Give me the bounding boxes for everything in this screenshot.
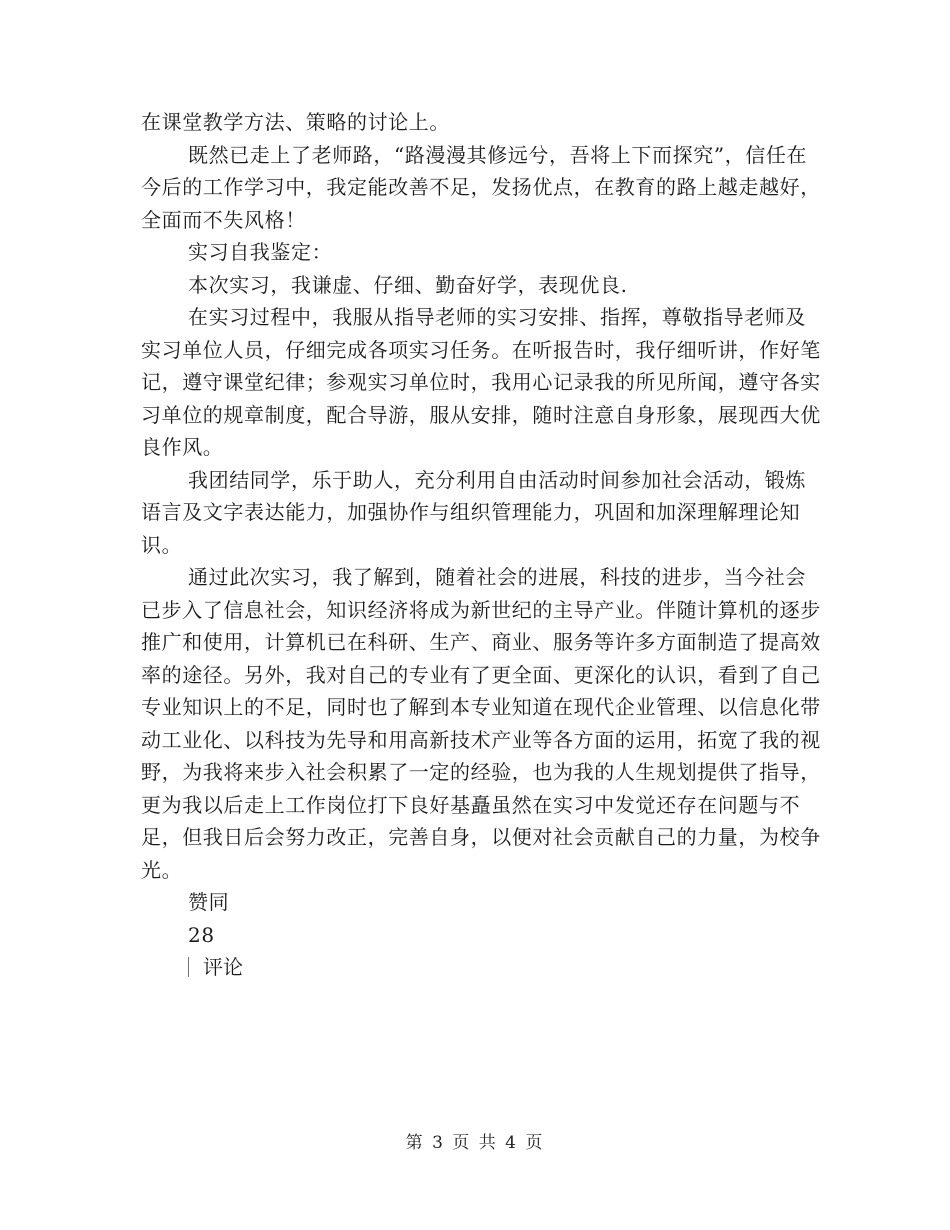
document-body — [141, 106, 821, 984]
paragraph-4: 本次实习，我谦虚、仔细、勤奋好学，表现优良. — [188, 272, 628, 297]
page-footer: 第 3 页 共 4 页 — [405, 1133, 545, 1153]
paragraph-7: 通过此次实习，我了解到，随着社会的进展，科技的进步，当今社会已步入了信息社会，知识经济将成为新世纪的主导产业。伴随计算机的逐步推广和使用，计算机已在科研、生产、商业、服务等许多方面制造了提高效率的途径。另外，我对自己的专业有了更全面、更深化的认识，看到了自己专业知识上的不足，同时也了解到本专业知道在现代企业管理、以信息化带动工业化、以科技为先导和用高新技术产业等各方面的运用，拓宽了我的视野，为我将来步入社会积累了一定的经验，也为我的人生规划提供了指导，更为我以后走上工作岗位打下良好基矗虽然在实习中发觉还存在问题与不足，但我日后会努力改正，完善自身，以便对社会贡献自己的力量，为校争光。 — [141, 565, 821, 882]
paragraph-2: 既然已走上了老师路，“路漫漫其修远兮，吾将上下而探究”，信任在今后的工作学习中，我定能改善不足，发扬优点，在教育的路上越走越好，全面而不失风格！ — [141, 142, 821, 232]
paragraph-3: 实习自我鉴定： — [188, 240, 333, 264]
comment-button[interactable]: 评论 — [203, 955, 243, 979]
divider — [188, 957, 189, 977]
like-button[interactable]: 赞同 — [188, 890, 230, 914]
paragraph-6: 我团结同学，乐于助人，充分利用自由活动时间参加社会活动，锻炼语言及文字表达能力，加强协作与组织管理能力，巩固和加深理解理论知识。 — [141, 467, 806, 557]
paragraph-1: 在课堂教学方法、策略的讨论上。 — [141, 110, 450, 134]
like-count: 28 — [188, 922, 215, 947]
paragraph-5: 在实习过程中，我服从指导老师的实习安排、指挥，尊敬指导老师及实习单位人员，仔细完成各项实习任务。在听报告时，我仔细听讲，作好笔记，遵守课堂纪律；参观实习单位时，我用心记录我的所见所闻，遵守各实习单位的规章制度，配合导游，服从安排，随时注意自身形象，展现西大优良作风。 — [141, 305, 821, 459]
comment-row[interactable] — [141, 951, 821, 984]
